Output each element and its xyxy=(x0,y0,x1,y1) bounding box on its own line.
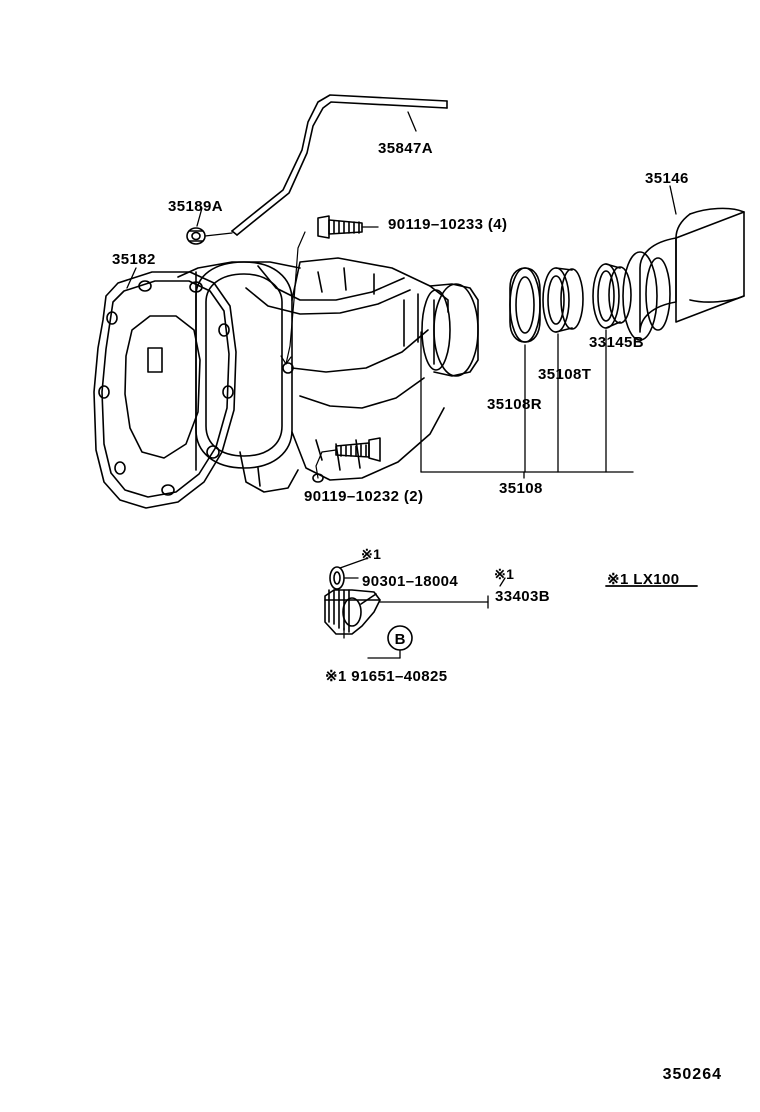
label-35189A: 35189A xyxy=(168,198,223,215)
label-35146: 35146 xyxy=(645,170,689,187)
label-90119-10232: 90119–10232 (2) xyxy=(304,488,424,505)
part-90119-10232-shape xyxy=(316,438,380,478)
part-35146-shape xyxy=(623,186,744,340)
part-35182-shape xyxy=(94,268,236,508)
label-33145B: 33145B xyxy=(589,334,644,351)
label-33403B: 33403B xyxy=(495,588,550,605)
label-91651-40825: ※1 91651–40825 xyxy=(325,668,448,685)
part-90301-18004-shape xyxy=(330,567,358,589)
label-note-lx100: ※1 LX100 xyxy=(607,571,680,588)
label-35847A: 35847A xyxy=(378,140,433,157)
label-mark1-a: ※1 xyxy=(361,546,382,562)
label-35108T: 35108T xyxy=(538,366,592,383)
part-seal-stack-shape xyxy=(510,264,631,342)
figure-code: 350264 xyxy=(662,1066,722,1083)
label-35182: 35182 xyxy=(112,251,156,268)
part-35847A-shape xyxy=(232,95,447,235)
label-90119-10233: 90119–10233 (4) xyxy=(388,216,508,233)
part-90119-10233-shape xyxy=(281,216,378,364)
label-90301-18004: 90301–18004 xyxy=(362,573,459,590)
label-35108R: 35108R xyxy=(487,396,542,413)
label-mark1-b: ※1 xyxy=(494,566,515,582)
svg-text:B: B xyxy=(394,631,406,648)
transmission-case-shape xyxy=(178,258,478,492)
label-35108: 35108 xyxy=(499,480,543,497)
